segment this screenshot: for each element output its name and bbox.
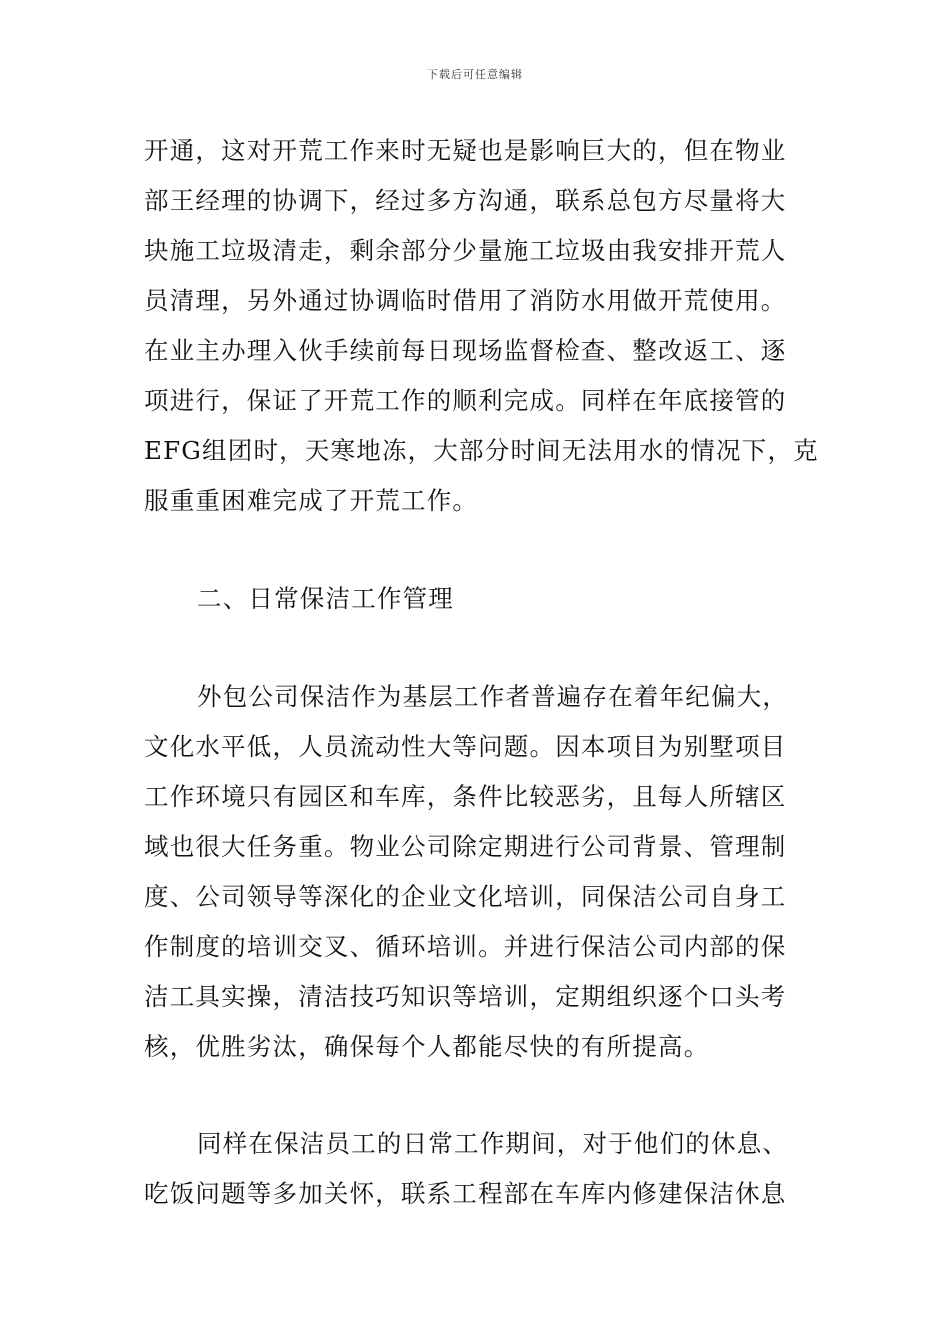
page-header: 下载后可任意编辑 xyxy=(427,68,523,81)
paragraph-1-line: 服重重困难完成了开荒工作。 xyxy=(144,486,479,515)
paragraph-2-line: 核，优胜劣汰，确保每个人都能尽快的有所提高。 xyxy=(144,1032,710,1061)
paragraph-1-line: 块施工垃圾清走，剩余部分少量施工垃圾由我安排开荒人 xyxy=(144,236,787,265)
paragraph-1-line: 部王经理的协调下，经过多方沟通，联系总包方尽量将大 xyxy=(144,186,787,215)
paragraph-3-line: 同样在保洁员工的日常工作期间，对于他们的休息、 xyxy=(197,1129,789,1158)
paragraph-3-line: 吃饭问题等多加关怀，联系工程部在车库内修建保洁休息 xyxy=(144,1179,787,1208)
paragraph-2-line: 洁工具实操，清洁技巧知识等培训，定期组织逐个口头考 xyxy=(144,982,787,1011)
paragraph-2-line: 域也很大任务重。物业公司除定期进行公司背景、管理制 xyxy=(144,832,787,861)
paragraph-2-line: 外包公司保洁作为基层工作者普遍存在着年纪偏大， xyxy=(197,682,789,711)
paragraph-1-line: 项进行，保证了开荒工作的顺利完成。同样在年底接管的 xyxy=(144,386,787,415)
paragraph-1-line: 开通，这对开荒工作来时无疑也是影响巨大的，但在物业 xyxy=(144,136,787,165)
paragraph-1-line: EFG组团时，天寒地冻，大部分时间无法用水的情况下，克 xyxy=(144,436,819,465)
paragraph-2-line: 工作环境只有园区和车库，条件比较恶劣，且每人所辖区 xyxy=(144,782,787,811)
paragraph-1-line: 在业主办理入伙手续前每日现场监督检查、整改返工、逐 xyxy=(144,336,787,365)
paragraph-2-line: 作制度的培训交叉、循环培训。并进行保洁公司内部的保 xyxy=(144,932,787,961)
paragraph-2-line: 文化水平低，人员流动性大等问题。因本项目为别墅项目 xyxy=(144,732,787,761)
paragraph-2-line: 度、公司领导等深化的企业文化培训，同保洁公司自身工 xyxy=(144,882,787,911)
section-heading: 二、日常保洁工作管理 xyxy=(197,584,454,613)
paragraph-1-line: 员清理，另外通过协调临时借用了消防水用做开荒使用。 xyxy=(144,286,787,315)
